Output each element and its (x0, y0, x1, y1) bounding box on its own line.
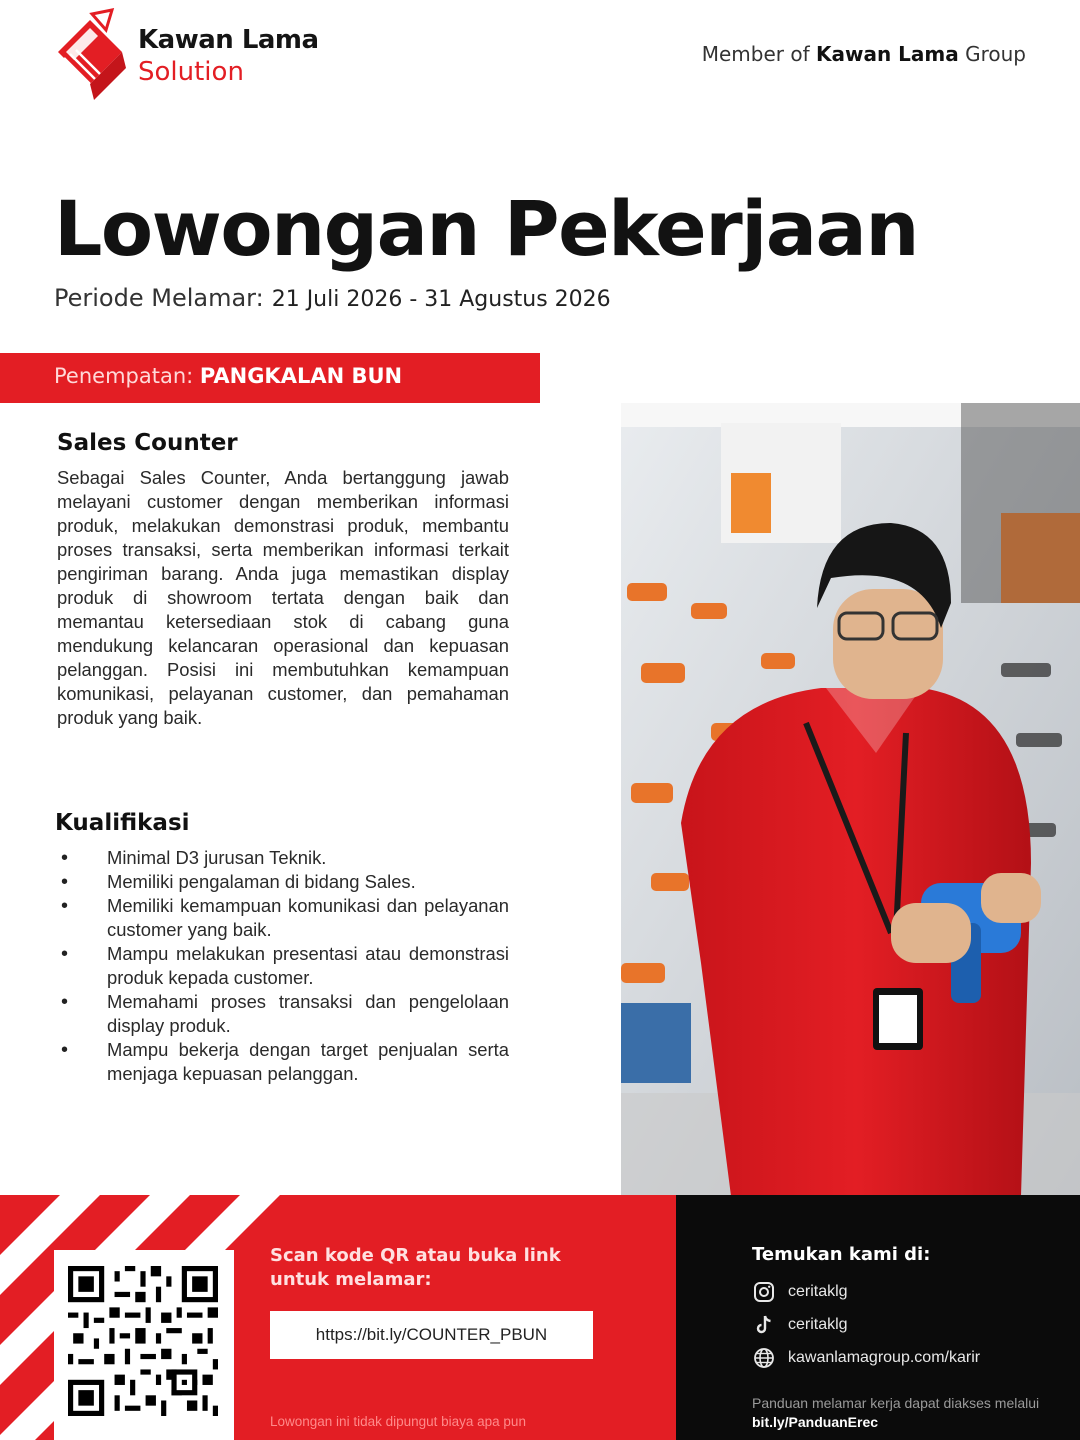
find-us-title: Temukan kami di: (752, 1244, 931, 1265)
period-label: Periode Melamar: (54, 284, 264, 312)
brand-name: Kawan Lama (138, 25, 319, 55)
qualifications-title: Kualifikasi (55, 810, 190, 836)
globe-icon (752, 1346, 776, 1370)
qualification-item: • Memiliki kemampuan komunikasi dan pelayanan customer yang baik. (57, 894, 509, 942)
guide-link[interactable]: bit.ly/PanduanErec (752, 1414, 879, 1430)
social-tiktok[interactable] (752, 1313, 848, 1337)
placement-city: PANGKALAN BUN (199, 364, 403, 388)
tiktok-handle: ceritaklg (788, 1316, 848, 1333)
free-of-charge-note: Lowongan ini tidak dipungut biaya apa pun (270, 1414, 526, 1429)
placement-label: Penempatan: (54, 364, 194, 388)
application-period (54, 284, 611, 312)
member-prefix: Member of (701, 42, 810, 66)
apply-link[interactable]: https://bit.ly/COUNTER_PBUN (270, 1311, 593, 1359)
website-url: kawanlamagroup.com/karir (788, 1349, 981, 1366)
period-dates: 21 Juli 2026 - 31 Agustus 2026 (271, 287, 611, 312)
qualification-item: • Memahami proses transaksi dan pengelolaan display produk. (57, 990, 509, 1038)
qualifications-list (57, 846, 509, 1086)
apply-instruction: Scan kode QR atau buka link untuk melamar: (270, 1245, 561, 1290)
instagram-icon (752, 1280, 776, 1304)
placement-text (54, 364, 402, 388)
job-title: Sales Counter (57, 430, 238, 456)
qualification-item: • Memiliki pengalaman di bidang Sales. (57, 870, 509, 894)
social-instagram[interactable] (752, 1280, 848, 1304)
member-suffix: Group (965, 42, 1026, 66)
employee-photo (621, 403, 1080, 1196)
social-website[interactable] (752, 1346, 980, 1370)
qr-code[interactable] (54, 1250, 234, 1440)
tiktok-icon (752, 1313, 776, 1337)
guide-text: Panduan melamar kerja dapat diakses melalui (752, 1395, 1040, 1411)
kawan-lama-logo-icon (52, 8, 128, 106)
brand-subtitle: Solution (138, 57, 244, 87)
page-title: Lowongan Pekerjaan (54, 184, 918, 273)
member-of-line (702, 42, 1026, 66)
instagram-handle: ceritaklg (788, 1283, 848, 1300)
qualification-item: • Minimal D3 jurusan Teknik. (57, 846, 509, 870)
qualification-item: • Mampu bekerja dengan target penjualan serta menjaga kepuasan pelanggan. (57, 1038, 509, 1086)
job-description: Sebagai Sales Counter, Anda bertanggung jawab melayani customer dengan memberikan informasi produk, melakukan demonstrasi produk, membantu proses transaksi, serta memberikan informasi terkait pengiriman barang. Anda juga memastikan display produk di showroom tertata dengan baik dan memantau ketersediaan stok di cabang guna mendukung kelancaran operasional dan kepuasan pelanggan. Posisi ini membutuhkan kemampuan komunikasi, pelayanan customer, dan pemahaman produk yang baik. (57, 467, 509, 728)
application-guide-note (752, 1394, 1042, 1432)
member-brand: Kawan Lama (816, 42, 959, 66)
qr-code-icon (68, 1266, 218, 1416)
qualification-item: • Mampu melakukan presentasi atau demonstrasi produk kepada customer. (57, 942, 509, 990)
